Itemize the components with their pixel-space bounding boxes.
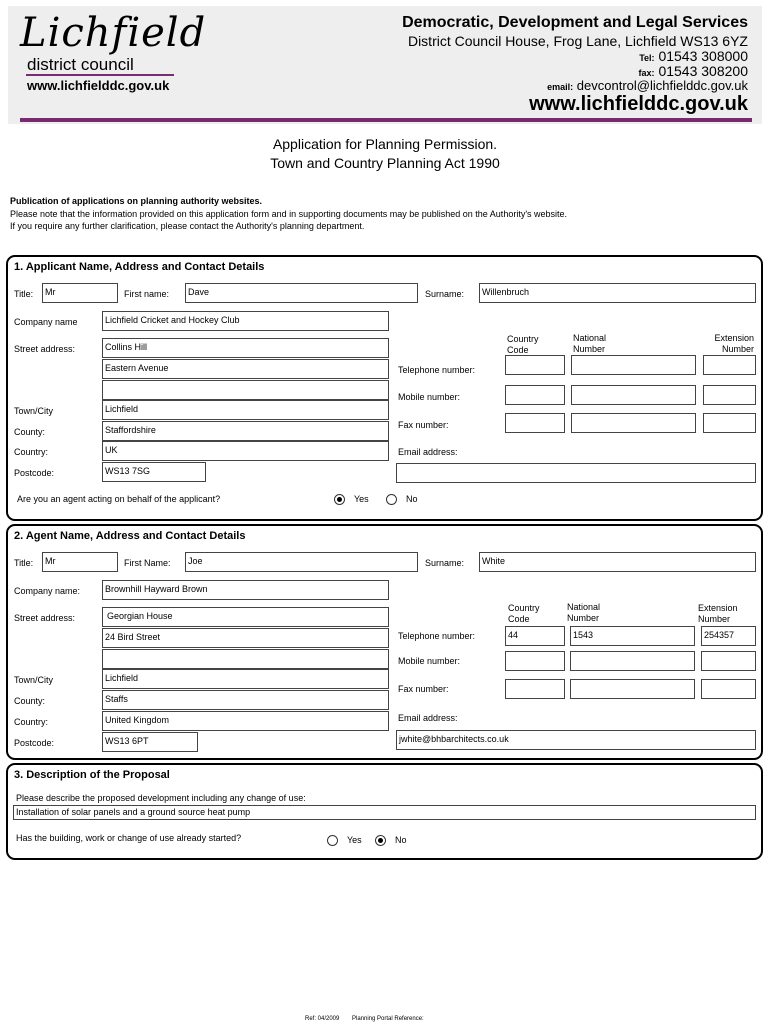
company-label: Company name	[14, 317, 78, 327]
applicant-section-title: 1. Applicant Name, Address and Contact Details	[14, 261, 265, 273]
agent-extension-number-header: Extension Number	[698, 603, 738, 624]
applicant-surname-field[interactable]: Willenbruch	[479, 283, 756, 303]
agent-section-title: 2. Agent Name, Address and Contact Details	[14, 530, 246, 542]
extension-number-header: Extension Number	[714, 333, 754, 354]
agent-postcode-label: Postcode:	[14, 738, 55, 748]
agent-email-label: Email address:	[398, 713, 458, 723]
applicant-town-field[interactable]: Lichfield	[102, 400, 389, 420]
fax-number-label: Fax number:	[398, 420, 449, 430]
agent-yes-radio[interactable]	[334, 494, 345, 505]
agent-title-label: Title:	[14, 558, 34, 568]
agent-tel-national-number[interactable]: 1543	[570, 626, 695, 646]
agent-mobile-label: Mobile number:	[398, 656, 461, 666]
portal-reference-label: Planning Portal Reference:	[352, 1016, 424, 1022]
applicant-mobile-national-number[interactable]	[571, 385, 696, 405]
agent-county-label: County:	[14, 696, 46, 706]
postcode-label: Postcode:	[14, 468, 55, 478]
department-name: Democratic, Development and Legal Services	[402, 14, 748, 31]
form-reference: Ref: 04/2009	[305, 1016, 340, 1022]
council-logo-subtitle: district council	[27, 55, 134, 74]
form-subtitle: Town and Country Planning Act 1990	[270, 155, 500, 171]
email-value: devcontrol@lichfielddc.gov.uk	[576, 78, 748, 93]
agent-company-label: Company name:	[14, 586, 81, 596]
council-website[interactable]: www.lichfielddc.gov.uk	[529, 93, 748, 115]
proposal-prompt: Please describe the proposed development including any change of use:	[16, 793, 306, 803]
applicant-county-field[interactable]: Staffordshire	[102, 421, 389, 441]
applicant-tel-national-number[interactable]	[571, 355, 696, 375]
publication-heading: Publication of applications on planning authority websites.	[10, 196, 263, 206]
mobile-label: Mobile number:	[398, 392, 461, 402]
street-address-label: Street address:	[14, 344, 76, 354]
fax-value: 01543 308200	[658, 63, 748, 79]
country-label: Country:	[14, 447, 49, 457]
town-label: Town/City	[14, 406, 54, 416]
agent-fax-extension[interactable]	[701, 679, 756, 699]
agent-telephone-label: Telephone number:	[398, 631, 476, 641]
tel-label: Tel:	[639, 53, 655, 63]
publication-help: If you require any further clarification, please contact the Authority's planning department.	[10, 221, 365, 231]
email-label: email:	[547, 82, 574, 92]
agent-street-line2[interactable]: 24 Bird Street	[102, 628, 389, 648]
agent-country-code-header: Country Code	[508, 603, 540, 624]
agent-question: Are you an agent acting on behalf of the applicant?	[17, 494, 221, 504]
applicant-postcode-field[interactable]: WS13 7SG	[102, 462, 206, 482]
agent-email-field[interactable]: jwhite@bhbarchitects.co.uk	[396, 730, 756, 750]
agent-street-line1[interactable]: Georgian House	[102, 607, 389, 627]
first-name-label: First name:	[124, 289, 170, 299]
tel-value: 01543 308000	[658, 48, 748, 64]
council-telephone	[639, 48, 748, 64]
applicant-mobile-country-code[interactable]	[505, 385, 565, 405]
started-question: Has the building, work or change of use already started?	[16, 833, 242, 843]
agent-fax-country-code[interactable]	[505, 679, 565, 699]
applicant-first-name-field[interactable]: Dave	[185, 283, 418, 303]
council-address: District Council House, Frog Lane, Lichfield WS13 6YZ	[407, 33, 748, 49]
applicant-title-field[interactable]: Mr	[42, 283, 118, 303]
applicant-fax-national-number[interactable]	[571, 413, 696, 433]
logo-divider	[26, 74, 174, 76]
started-no-radio[interactable]	[375, 835, 386, 846]
applicant-street-line2[interactable]: Eastern Avenue	[102, 359, 389, 379]
surname-label: Surname:	[425, 289, 465, 299]
agent-town-label: Town/City	[14, 675, 54, 685]
agent-tel-country-code[interactable]: 44	[505, 626, 565, 646]
agent-surname-field[interactable]: White	[479, 552, 756, 572]
council-logo: Lichfield	[20, 10, 207, 56]
telephone-label: Telephone number:	[398, 365, 476, 375]
applicant-fax-extension[interactable]	[703, 413, 756, 433]
agent-street-line3[interactable]	[102, 649, 389, 669]
agent-title-field[interactable]: Mr	[42, 552, 118, 572]
agent-mobile-country-code[interactable]	[505, 651, 565, 671]
agent-fax-national-number[interactable]	[570, 679, 695, 699]
agent-mobile-national-number[interactable]	[570, 651, 695, 671]
agent-no-radio[interactable]	[386, 494, 397, 505]
started-no-label: No	[395, 835, 407, 845]
agent-first-name-label: First Name:	[124, 558, 171, 568]
agent-postcode-field[interactable]: WS13 6PT	[102, 732, 198, 752]
country-code-header: Country Code	[507, 334, 539, 355]
publication-note: Please note that the information provided on this application form and in supporting documents may be published on the Authority's website.	[10, 209, 568, 219]
applicant-mobile-extension[interactable]	[703, 385, 756, 405]
started-yes-radio[interactable]	[327, 835, 338, 846]
proposal-section-title: 3. Description of the Proposal	[14, 769, 170, 781]
agent-first-name-field[interactable]: Joe	[185, 552, 418, 572]
header-rule	[20, 118, 752, 122]
applicant-street-line1[interactable]: Collins Hill	[102, 338, 389, 358]
agent-company-field[interactable]: Brownhill Hayward Brown	[102, 580, 389, 600]
agent-yes-label: Yes	[354, 494, 369, 504]
applicant-company-field[interactable]: Lichfield Cricket and Hockey Club	[102, 311, 389, 331]
national-number-header: National Number	[573, 333, 607, 354]
email-address-label: Email address:	[398, 447, 458, 457]
form-title: Application for Planning Permission.	[272, 136, 498, 152]
agent-street-label: Street address:	[14, 613, 76, 623]
agent-country-field[interactable]: United Kingdom	[102, 711, 389, 731]
applicant-street-line3[interactable]	[102, 380, 389, 400]
agent-country-label: Country:	[14, 717, 49, 727]
proposal-description-field[interactable]: Installation of solar panels and a ground source heat pump	[13, 805, 756, 820]
agent-town-field[interactable]: Lichfield	[102, 669, 389, 689]
logo-website: www.lichfielddc.gov.uk	[27, 78, 170, 93]
agent-no-label: No	[406, 494, 418, 504]
applicant-fax-country-code[interactable]	[505, 413, 565, 433]
agent-tel-extension[interactable]: 254357	[701, 626, 756, 646]
title-label: Title:	[14, 289, 34, 299]
fax-label: fax:	[638, 68, 655, 78]
agent-fax-label: Fax number:	[398, 684, 449, 694]
agent-national-number-header: National Number	[567, 602, 601, 623]
council-fax	[639, 63, 748, 79]
started-yes-label: Yes	[347, 835, 362, 845]
applicant-country-field[interactable]: UK	[102, 441, 389, 461]
county-label: County:	[14, 427, 46, 437]
applicant-email-field[interactable]	[396, 463, 756, 483]
applicant-tel-extension[interactable]	[703, 355, 756, 375]
agent-mobile-extension[interactable]	[701, 651, 756, 671]
applicant-tel-country-code[interactable]	[505, 355, 565, 375]
agent-county-field[interactable]: Staffs	[102, 690, 389, 710]
agent-surname-label: Surname:	[425, 558, 465, 568]
council-email	[547, 78, 748, 93]
